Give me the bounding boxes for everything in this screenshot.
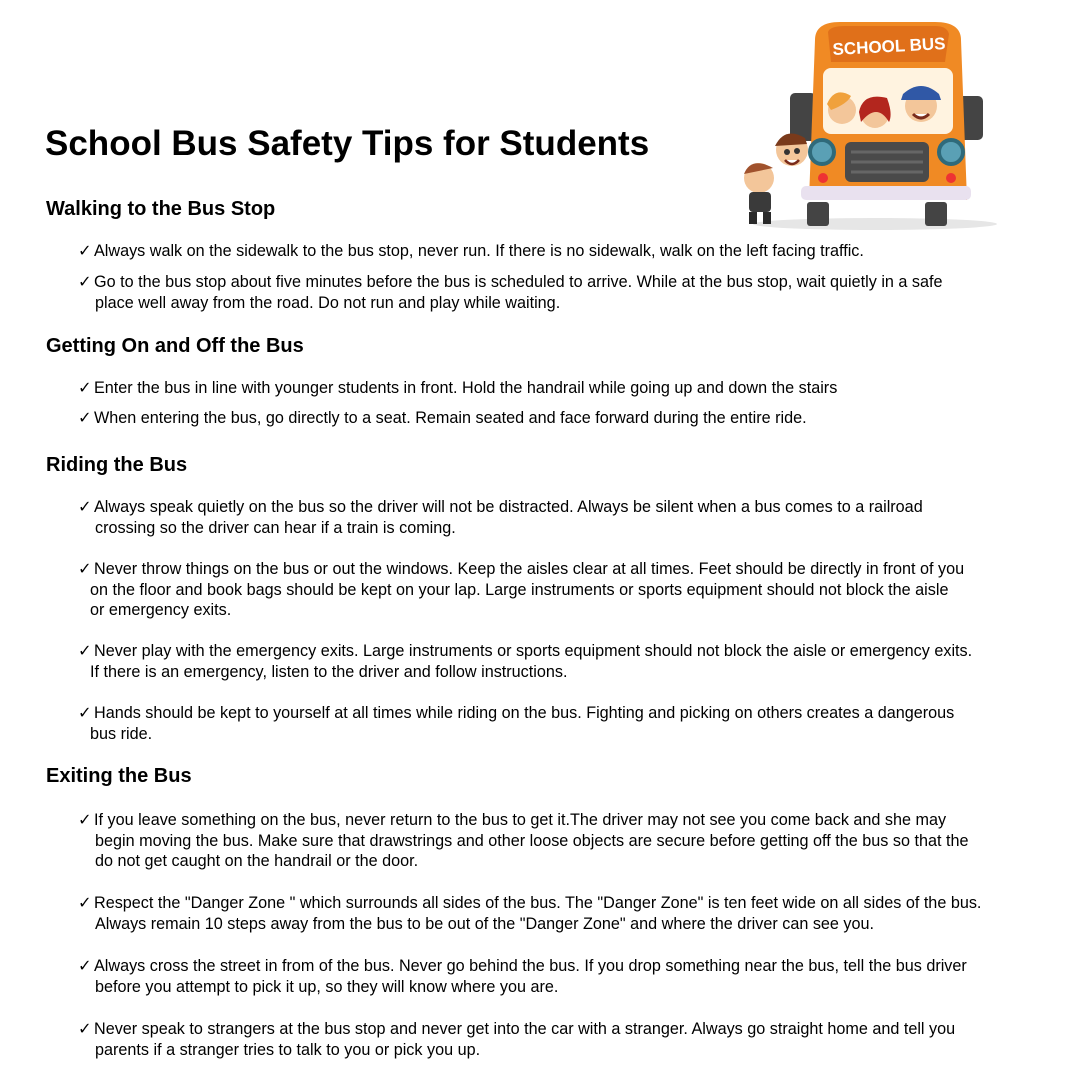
tip-line: If there is an emergency, listen to the driver and follow instructions. xyxy=(90,662,568,681)
tip-text: Go to the bus stop about five minutes before the bus is scheduled to arrive. While at the bus stop, wait quietly in a safe xyxy=(94,273,943,291)
checkmark-icon: ✓ xyxy=(78,1020,92,1038)
tip-line xyxy=(78,956,967,977)
tip-line xyxy=(78,893,981,914)
tip-line xyxy=(78,378,837,399)
tip-text: If you leave something on the bus, never return to the bus to get it.The driver may not see you come back and she may xyxy=(94,811,947,829)
tip-line xyxy=(78,497,923,518)
tip-line xyxy=(78,408,807,429)
tip-line xyxy=(78,703,954,724)
tip-line xyxy=(78,810,946,831)
school-bus-illustration xyxy=(735,18,997,233)
tip-line: Always remain 10 steps away from the bus to be out of the "Danger Zone" and where the driver can see you. xyxy=(95,914,875,933)
tip-text: Respect the "Danger Zone " which surrounds all sides of the bus. The "Danger Zone" is ten feet wide on all sides of the bus. xyxy=(94,894,982,912)
tip-text: When entering the bus, go directly to a seat. Remain seated and face forward during the entire ride. xyxy=(94,409,807,427)
tip-line xyxy=(78,241,864,262)
checkmark-icon: ✓ xyxy=(78,242,92,260)
tip-line: crossing so the driver can hear if a train is coming. xyxy=(95,518,456,537)
tip-line: bus ride. xyxy=(90,724,153,743)
checkmark-icon: ✓ xyxy=(78,273,92,291)
checkmark-icon: ✓ xyxy=(78,560,92,578)
checkmark-icon: ✓ xyxy=(78,642,92,660)
checkmark-icon: ✓ xyxy=(78,704,92,722)
checkmark-icon: ✓ xyxy=(78,957,92,975)
tip-line xyxy=(78,272,943,293)
tip-text: Always speak quietly on the bus so the driver will not be distracted. Always be silent when a bus comes to a railroad xyxy=(94,498,923,516)
tip-line xyxy=(78,1019,955,1040)
tip-line: parents if a stranger tries to talk to you or pick you up. xyxy=(95,1040,481,1059)
tip-text: Always walk on the sidewalk to the bus stop, never run. If there is no sidewalk, walk on the left facing traffic. xyxy=(94,242,864,260)
tip-line: place well away from the road. Do not run and play while waiting. xyxy=(95,293,561,312)
tip-text: Enter the bus in line with younger students in front. Hold the handrail while going up and down the stairs xyxy=(94,379,838,397)
tip-line: begin moving the bus. Make sure that drawstrings and other loose objects are secure before getting off the bus so that the xyxy=(95,831,969,850)
section-heading: Riding the Bus xyxy=(46,454,188,476)
tip-line: before you attempt to pick it up, so they will know where you are. xyxy=(95,977,559,996)
checkmark-icon: ✓ xyxy=(78,379,92,397)
section-heading: Getting On and Off the Bus xyxy=(46,335,304,357)
section-heading: Walking to the Bus Stop xyxy=(46,198,276,220)
tip-line: or emergency exits. xyxy=(90,601,232,620)
checkmark-icon: ✓ xyxy=(78,894,92,912)
tip-line: do not get caught on the handrail or the door. xyxy=(95,852,419,871)
tip-line xyxy=(78,641,972,662)
tip-line: on the floor and book bags should be kept on your lap. Large instruments or sports equipment should not block the aisle xyxy=(90,580,949,599)
bus-sign-text: SCHOOL BUS xyxy=(832,34,946,59)
tip-text: Never throw things on the bus or out the windows. Keep the aisles clear at all times. Feet should be directly in front of you xyxy=(94,560,965,578)
checkmark-icon: ✓ xyxy=(78,811,92,829)
checkmark-icon: ✓ xyxy=(78,409,92,427)
tip-text: Hands should be kept to yourself at all times while riding on the bus. Fighting and picking on others creates a dangerous xyxy=(94,704,955,722)
checkmark-icon: ✓ xyxy=(78,498,92,516)
tip-line xyxy=(78,559,964,580)
tip-text: Never play with the emergency exits. Large instruments or sports equipment should not block the aisle or emergency exits. xyxy=(94,642,973,660)
section-heading: Exiting the Bus xyxy=(46,765,192,787)
tip-text: Always cross the street in from of the bus. Never go behind the bus. If you drop something near the bus, tell the bus driver xyxy=(94,957,967,975)
page-title: School Bus Safety Tips for Students xyxy=(45,124,650,163)
tip-text: Never speak to strangers at the bus stop and never get into the car with a stranger. Always go straight home and tell you xyxy=(94,1020,956,1038)
